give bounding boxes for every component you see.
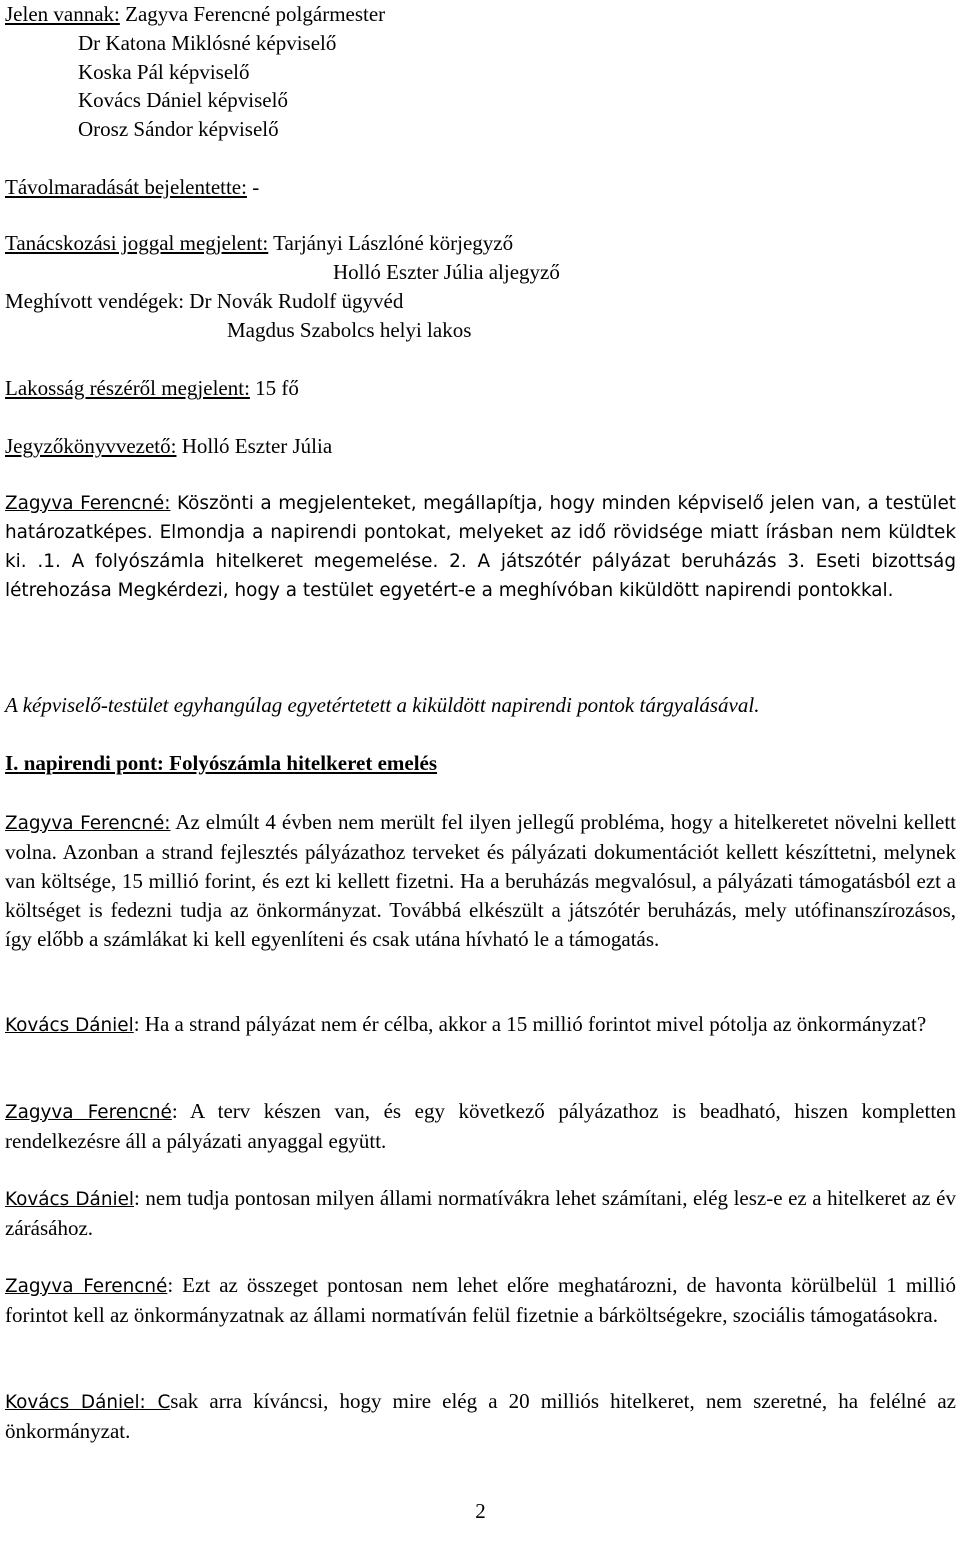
dialogue-paragraph <box>5 1097 956 1156</box>
dialogue-paragraph <box>5 1010 956 1040</box>
present-member: Zagyva Ferencné polgármester <box>125 2 386 26</box>
agenda-heading <box>5 749 437 778</box>
absent-value: - <box>246 175 260 199</box>
opening-paragraph <box>5 489 956 605</box>
present-member: Kovács Dániel képviselő <box>78 88 288 112</box>
speech-text: : nem tudja pontosan milyen állami normatívákra lehet számítani, elég lesz-e ez a hitelkeret az év zárásához. <box>5 1186 956 1240</box>
page-number: 2 <box>475 1499 486 1523</box>
dialogue-paragraph <box>5 808 956 954</box>
public-line <box>5 374 299 403</box>
advisory-member: Tarjányi Lászlóné körjegyző <box>273 231 514 255</box>
public-value: 15 fő <box>249 376 299 400</box>
speaker-name: Kovács Dániel <box>5 1189 135 1210</box>
present-member: Orosz Sándor képviselő <box>78 117 279 141</box>
speaker-name: Zagyva Ferencné: <box>5 813 171 834</box>
agenda-heading-prefix: I. <box>5 751 19 775</box>
speaker-name: Kovács Dániel: C <box>5 1392 171 1413</box>
advisory-label: Tanácskozási joggal megjelent: <box>5 231 269 255</box>
advisory-member: Holló Eszter Júlia aljegyző <box>333 260 560 284</box>
speaker-name: Kovács Dániel <box>5 1015 134 1036</box>
dialogue-paragraph <box>5 1184 956 1243</box>
dialogue-paragraph <box>5 1387 956 1446</box>
guests-first-line <box>5 287 403 316</box>
speech-text: : A terv készen van, és egy következő pályázathoz is beadható, hiszen kompletten rendelkezésre áll a pályázati anyaggal együtt. <box>5 1099 956 1153</box>
speaker-name: Zagyva Ferencné: <box>5 493 171 514</box>
advisory-first-line <box>5 229 513 258</box>
public-label: Lakosság részéről megjelent: <box>5 376 250 400</box>
guest-member: Dr Novák Rudolf ügyvéd <box>189 289 404 313</box>
speech-text: : Ha a strand pályázat nem ér célba, akkor a 15 millió forintot mivel pótolja az önkormányzat? <box>133 1012 927 1036</box>
guests-label: Meghívott vendégek: <box>5 289 185 313</box>
speaker-name: Zagyva Ferencné <box>5 1276 168 1297</box>
dialogue-paragraph <box>5 1271 956 1330</box>
speech-text: Köszönti a megjelenteket, megállapítja, hogy minden képviselő jelen van, a testület határozatképes. Elmondja a napirendi pontokat, melyeket az idő rövidsége miatt írásban nem küldtek ki. .1. A folyószámla hitelkeret megemelése. 2. A játszótér pályázat beruházás 3. Eseti bizottság létrehozása Megkérdezi, hogy a testület egyetért-e a meghívóban kiküldött napirendi pontokkal. <box>5 493 956 601</box>
agenda-heading-title: napirendi pont: Folyószámla hitelkeret emelés <box>18 751 438 775</box>
recorder-line <box>5 432 332 461</box>
absent-line <box>5 173 259 202</box>
agreement-line: A képviselő-testület egyhangúlag egyetértetett a kiküldött napirendi pontok tárgyalásával. <box>5 693 760 717</box>
recorder-label: Jegyzőkönyvvezető: <box>5 434 177 458</box>
absent-label: Távolmaradását bejelentette: <box>5 175 247 199</box>
present-member: Koska Pál képviselő <box>78 60 250 84</box>
speech-text: sak arra kíváncsi, hogy mire elég a 20 milliós hitelkeret, nem szeretné, ha felélné az önkormányzat. <box>5 1389 956 1443</box>
guest-member: Magdus Szabolcs helyi lakos <box>227 318 472 342</box>
speech-text: Az elmúlt 4 évben nem merült fel ilyen jellegű probléma, hogy a hitelkeretet növelni kellett volna. Azonban a strand fejlesztés pályázathoz terveket és pályázati dokumentációt kellett készíttetni, melynek van költsége, 15 millió forint, és ezt ki kellett fizetni. Ha a beruházás megvalósul, a pályázati támogatásból ezt a költséget is fedezni tudja az önkormányzat. Továbbá elkészült a játszótér beruházás, mely utófinanszírozásos, így előbb a számlákat ki kell egyenlíteni és csak utána hívható le a támogatás. <box>5 810 956 951</box>
present-label: Jelen vannak: <box>5 2 120 26</box>
recorder-value: Holló Eszter Júlia <box>176 434 333 458</box>
speech-text: : Ezt az összeget pontosan nem lehet előre meghatározni, de havonta körülbelül 1 millió forintot kell az önkormányzatnak az állami normatíván felül fizetnie a bárköltségekre, szociális támogatásokra. <box>5 1273 956 1327</box>
present-member: Dr Katona Miklósné képviselő <box>78 31 337 55</box>
speaker-name: Zagyva Ferencné <box>5 1102 172 1123</box>
present-first-line <box>5 0 385 29</box>
